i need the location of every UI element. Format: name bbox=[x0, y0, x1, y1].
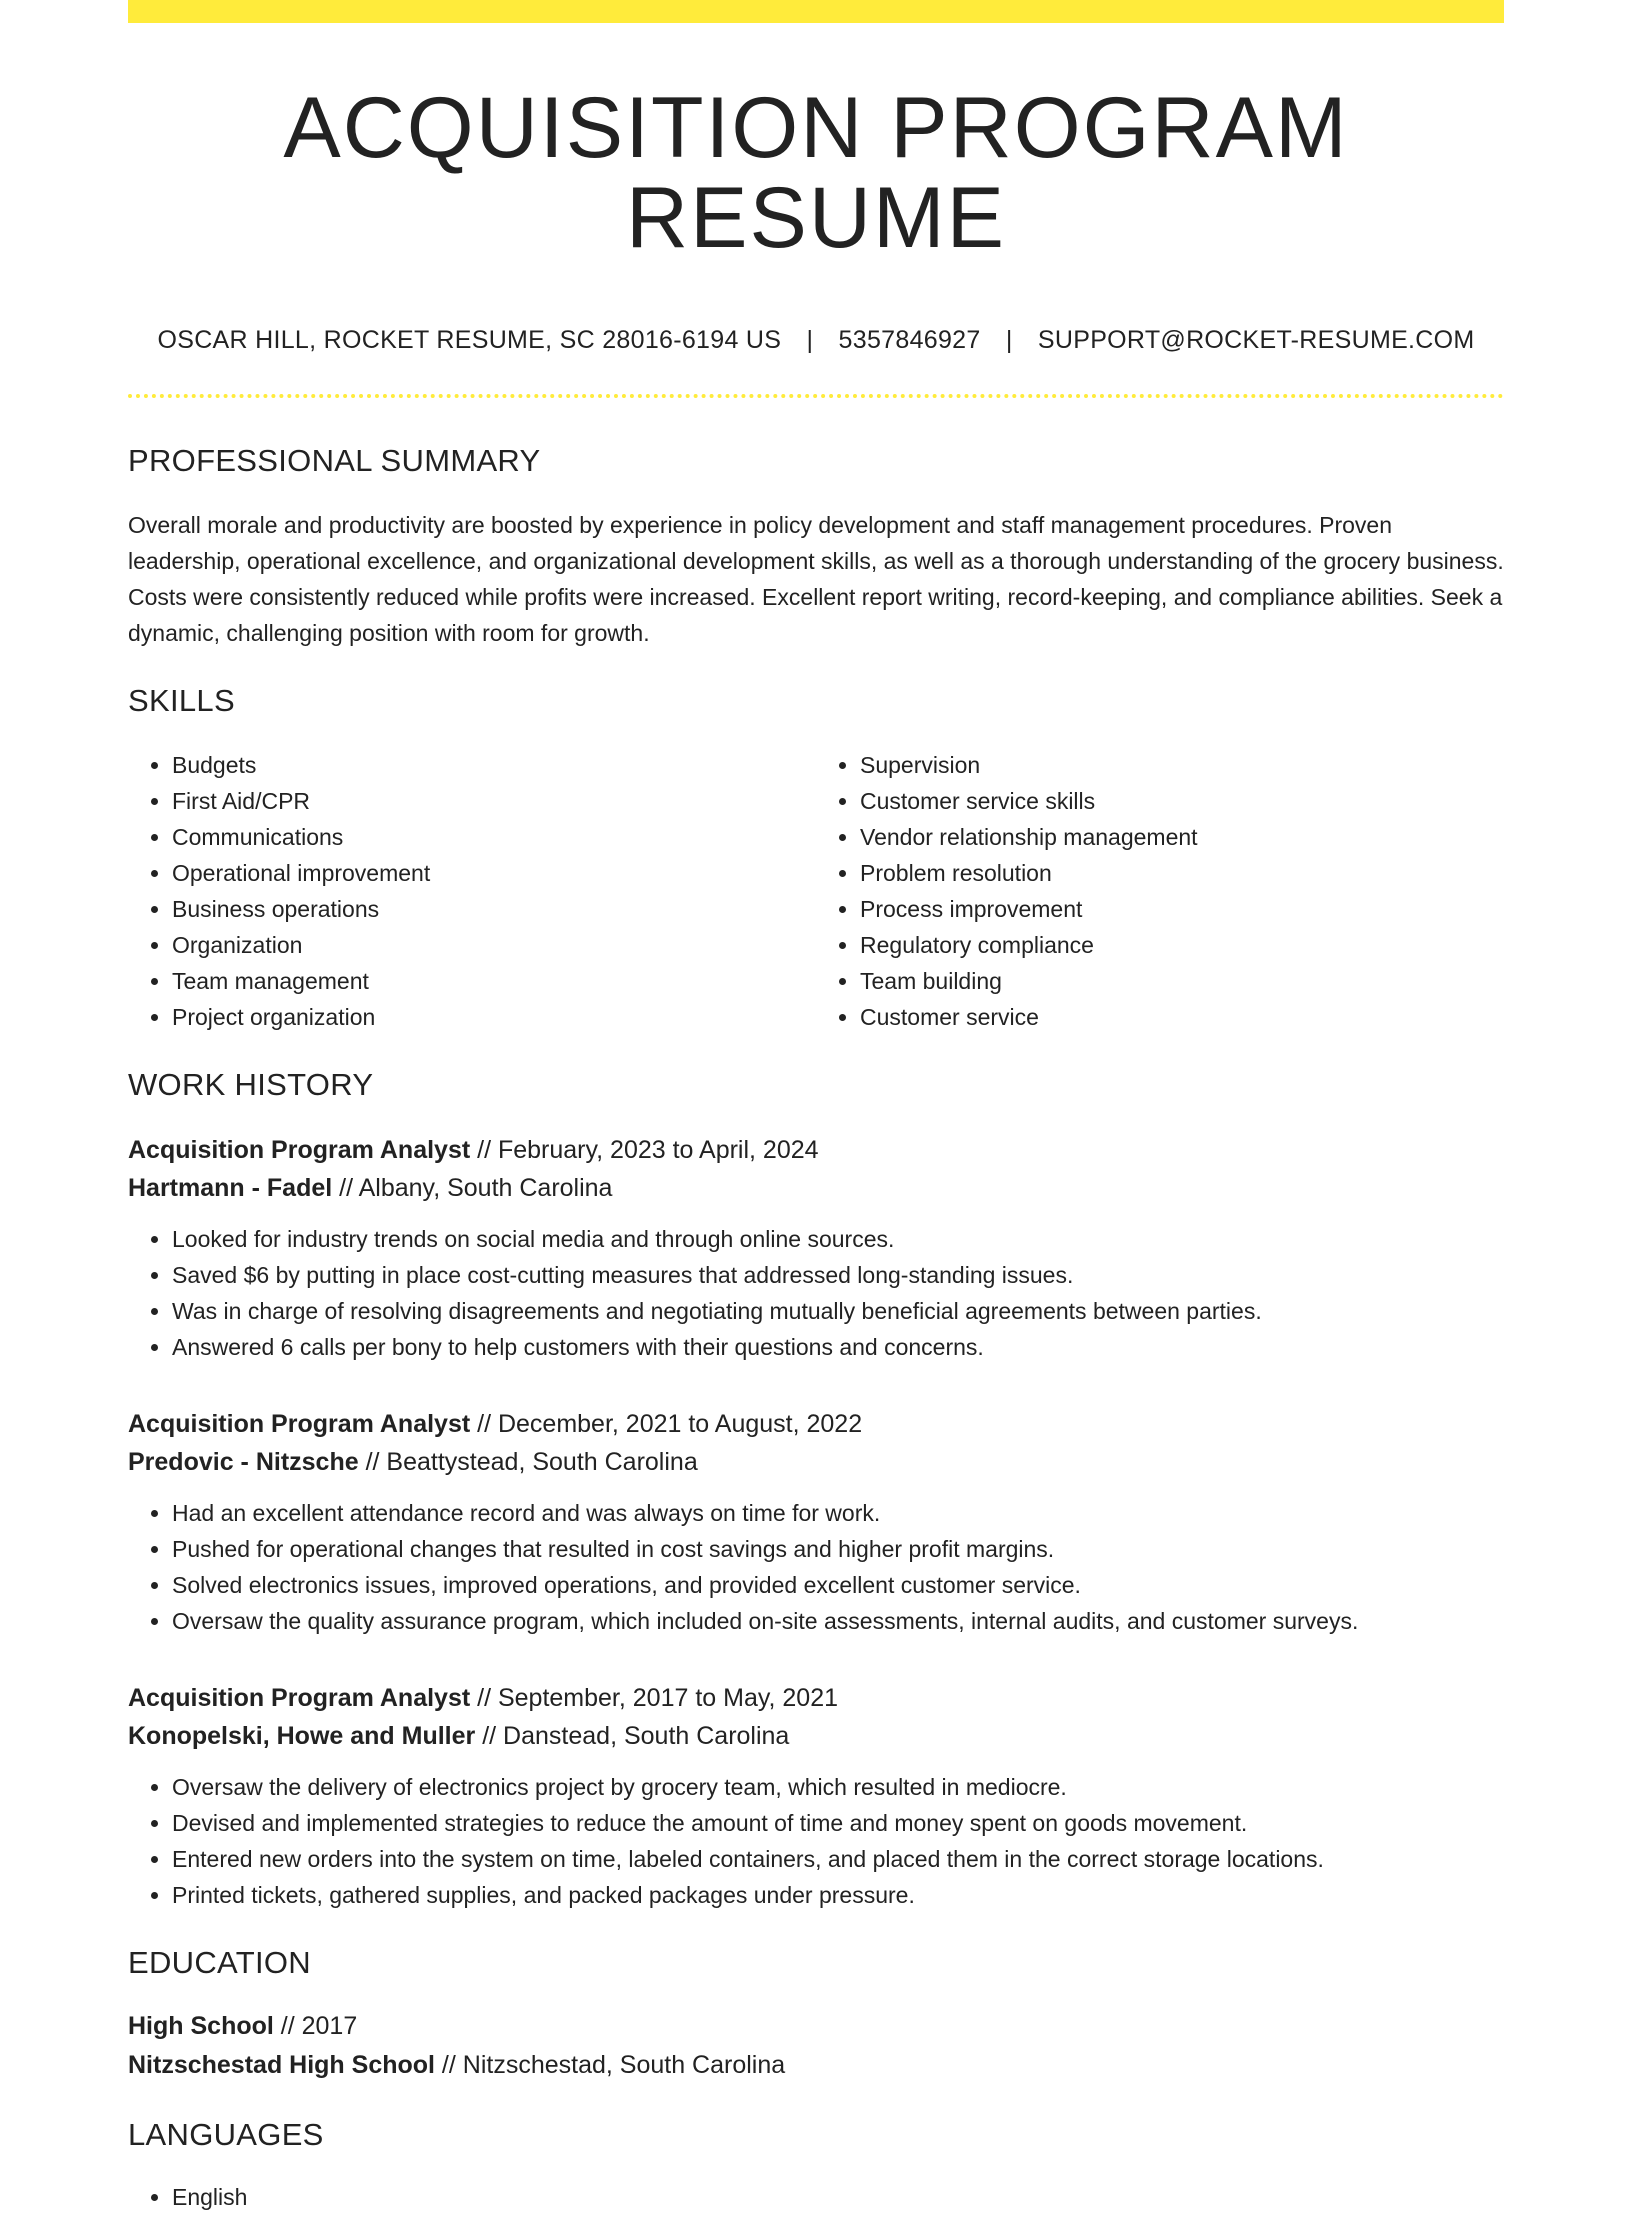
skill-item: • First Aid/CPR bbox=[172, 783, 816, 819]
job-bullet: • Saved $6 by putting in place cost-cutting measures that addressed long-standing issues. bbox=[172, 1257, 1504, 1293]
job-bullet: • Looked for industry trends on social media and through online sources. bbox=[172, 1221, 1504, 1257]
work-history-heading: WORK HISTORY bbox=[128, 1066, 374, 1102]
resume-page bbox=[128, 0, 1504, 2215]
job-dates: // September, 2017 to May, 2021 bbox=[470, 1683, 839, 1712]
skills-section bbox=[128, 683, 1504, 1035]
job-bullet: • Solved electronics issues, improved operations, and provided excellent customer service. bbox=[172, 1567, 1504, 1603]
skill-item: • Budgets bbox=[172, 747, 816, 783]
skills-list-left bbox=[128, 747, 816, 1035]
job-bullets bbox=[128, 1495, 1504, 1639]
job-location: // Danstead, South Carolina bbox=[475, 1721, 790, 1750]
education-location: // Nitzschestad, South Carolina bbox=[434, 2050, 786, 2079]
contact-email: SUPPORT@ROCKET-RESUME.COM bbox=[1037, 325, 1475, 354]
job-bullet: • Devised and implemented strategies to reduce the amount of time and money spent on goods movement. bbox=[172, 1805, 1504, 1841]
summary-heading: PROFESSIONAL SUMMARY bbox=[128, 442, 541, 478]
job-dates: // February, 2023 to April, 2024 bbox=[470, 1135, 819, 1164]
education-degree-line bbox=[128, 2007, 1504, 2046]
job-bullets bbox=[128, 1769, 1504, 1913]
education-school: Nitzschestad High School bbox=[128, 2050, 435, 2079]
job-company: Predovic - Nitzsche bbox=[128, 1447, 359, 1476]
skill-item: • Problem resolution bbox=[860, 855, 1504, 891]
job-company: Hartmann - Fadel bbox=[128, 1173, 333, 1202]
skill-item: • Team building bbox=[860, 963, 1504, 999]
education-entry bbox=[128, 2007, 1504, 2085]
contact-phone: 5357846927 bbox=[838, 325, 981, 354]
skill-item: • Operational improvement bbox=[172, 855, 816, 891]
job-bullet: • Had an excellent attendance record and was always on time for work. bbox=[172, 1495, 1504, 1531]
skill-item: • Vendor relationship management bbox=[860, 819, 1504, 855]
job-dates: // December, 2021 to August, 2022 bbox=[470, 1409, 863, 1438]
job-title: Acquisition Program Analyst bbox=[128, 1683, 471, 1712]
job-title: Acquisition Program Analyst bbox=[128, 1135, 471, 1164]
work-history-section bbox=[128, 1067, 1504, 1913]
job-bullet: • Entered new orders into the system on time, labeled containers, and placed them in the correct storage locations. bbox=[172, 1841, 1504, 1877]
skill-item: • Team management bbox=[172, 963, 816, 999]
job-company-line bbox=[128, 1443, 1504, 1481]
job-bullet: • Answered 6 calls per bony to help customers with their questions and concerns. bbox=[172, 1329, 1504, 1365]
languages-section bbox=[128, 2117, 1504, 2215]
language-item: • English bbox=[172, 2179, 1504, 2215]
skill-item: • Communications bbox=[172, 819, 816, 855]
education-degree: High School bbox=[128, 2011, 274, 2040]
job-entry bbox=[128, 1679, 1504, 1913]
job-bullets bbox=[128, 1221, 1504, 1365]
job-bullet: • Oversaw the delivery of electronics project by grocery team, which resulted in mediocre. bbox=[172, 1769, 1504, 1805]
education-school-line bbox=[128, 2046, 1504, 2085]
skills-heading: SKILLS bbox=[128, 682, 235, 718]
job-title-line bbox=[128, 1679, 1504, 1717]
contact-address: OSCAR HILL, ROCKET RESUME, SC 28016-6194 US bbox=[157, 325, 782, 354]
skill-item: • Supervision bbox=[860, 747, 1504, 783]
skill-item: • Regulatory compliance bbox=[860, 927, 1504, 963]
job-entry bbox=[128, 1131, 1504, 1365]
job-company-line bbox=[128, 1169, 1504, 1207]
job-company-line bbox=[128, 1717, 1504, 1755]
languages-heading: LANGUAGES bbox=[128, 2116, 324, 2152]
skill-item: • Process improvement bbox=[860, 891, 1504, 927]
job-location: // Albany, South Carolina bbox=[332, 1173, 613, 1202]
education-heading: EDUCATION bbox=[128, 1944, 311, 1980]
job-title-line bbox=[128, 1405, 1504, 1443]
job-title-line bbox=[128, 1131, 1504, 1169]
summary-section bbox=[128, 443, 1504, 651]
job-bullet: • Oversaw the quality assurance program, which included on-site assessments, internal audits, and customer surveys. bbox=[172, 1603, 1504, 1639]
job-bullet: • Printed tickets, gathered supplies, and packed packages under pressure. bbox=[172, 1877, 1504, 1913]
job-bullet: • Was in charge of resolving disagreements and negotiating mutually beneficial agreements between parties. bbox=[172, 1293, 1504, 1329]
summary-text: Overall morale and productivity are boosted by experience in policy development and staff management procedures. Proven leadership, operational excellence, and organizational development skills, as well as a thorough understanding of the grocery business. Costs were consistently reduced while profits were increased. Excellent report writing, record-keeping, and compliance abilities. Seek a dynamic, challenging position with room for growth. bbox=[128, 511, 1504, 646]
skill-item: • Organization bbox=[172, 927, 816, 963]
skills-columns bbox=[128, 747, 1504, 1035]
skill-item: • Customer service bbox=[860, 999, 1504, 1035]
education-year: // 2017 bbox=[273, 2011, 358, 2040]
resume-title: ACQUISITION PROGRAM RESUME bbox=[283, 80, 1349, 267]
job-entry bbox=[128, 1405, 1504, 1639]
job-location: // Beattystead, South Carolina bbox=[358, 1447, 698, 1476]
job-title: Acquisition Program Analyst bbox=[128, 1409, 471, 1438]
skill-item: • Project organization bbox=[172, 999, 816, 1035]
job-bullet: • Pushed for operational changes that resulted in cost savings and higher profit margins. bbox=[172, 1531, 1504, 1567]
top-accent-bar bbox=[128, 0, 1504, 23]
dotted-divider bbox=[128, 394, 1504, 398]
skill-item: • Customer service skills bbox=[860, 783, 1504, 819]
skill-item: • Business operations bbox=[172, 891, 816, 927]
education-section bbox=[128, 1945, 1504, 2085]
languages-list bbox=[128, 2179, 1504, 2215]
skills-list-right bbox=[816, 747, 1504, 1035]
job-company: Konopelski, Howe and Muller bbox=[128, 1721, 476, 1750]
contact-separator: | bbox=[1005, 325, 1013, 354]
contact-line bbox=[128, 326, 1504, 355]
contact-separator: | bbox=[806, 325, 814, 354]
